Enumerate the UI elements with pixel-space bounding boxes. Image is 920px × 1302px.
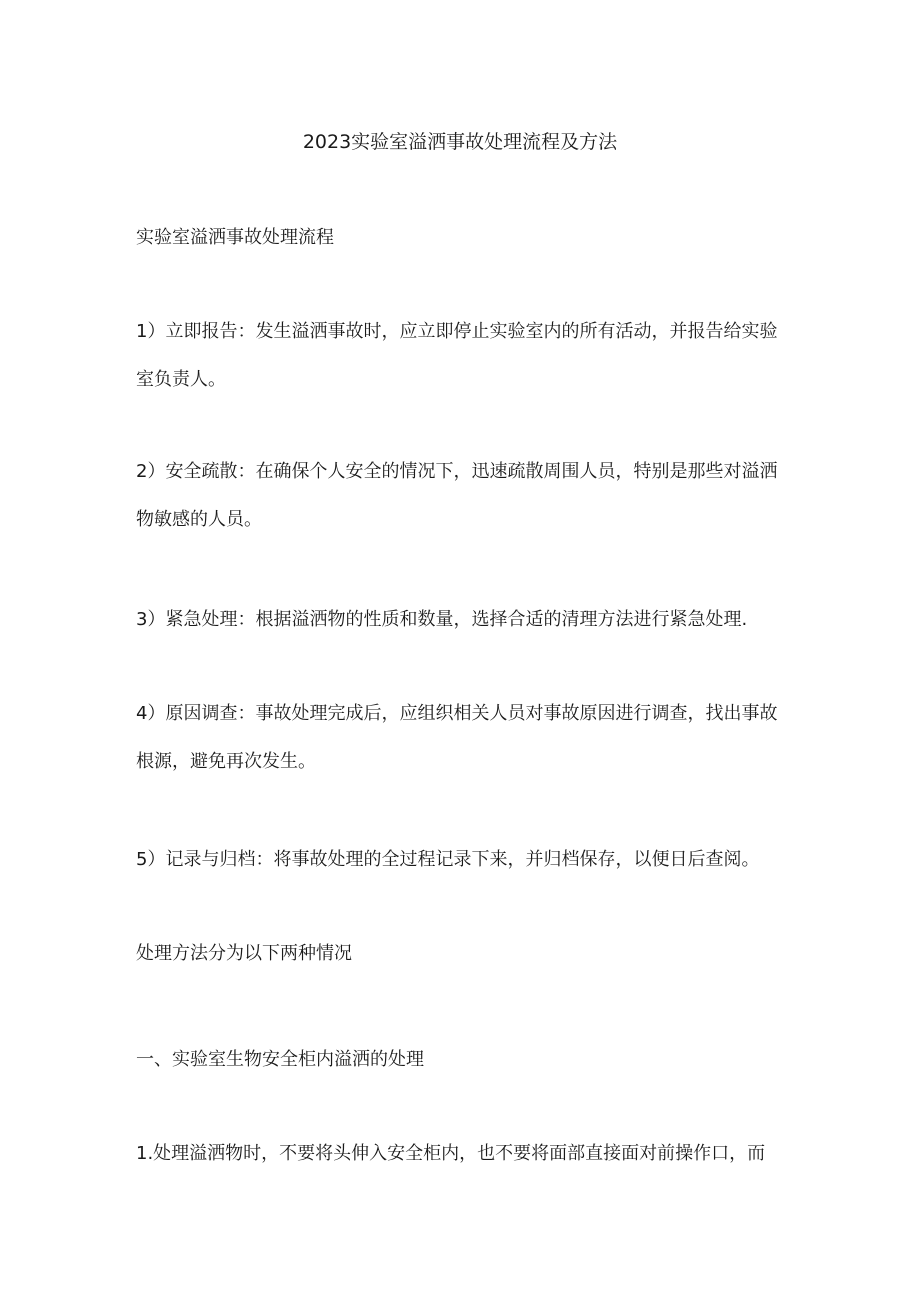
step-3: 3）紧急处理：根据溢洒物的性质和数量，选择合适的清理方法进行紧急处理. [136, 609, 748, 630]
step-5: 5）记录与归档：将事故处理的全过程记录下来，并归档保存，以便日后查阅。 [136, 849, 760, 870]
document-title: 2023实验室溢洒事故处理流程及方法 [302, 131, 618, 153]
step-4: 4）原因调查：事故处理完成后，应组织相关人员对事故原因进行调查，找出事故根源，避免再次发生。 [136, 703, 778, 772]
case-one-heading: 一、实验室生物安全柜内溢洒的处理 [136, 1049, 424, 1070]
methods-intro: 处理方法分为以下两种情况 [136, 943, 352, 964]
step-2: 2）安全疏散：在确保个人安全的情况下，迅速疏散周围人员，特别是那些对溢洒物敏感的人员。 [136, 461, 778, 530]
case-one-item-1: 1.处理溢洒物时，不要将头伸入安全柜内，也不要将面部直接面对前操作口，而 [136, 1143, 766, 1164]
section-flow-heading: 实验室溢洒事故处理流程 [136, 227, 334, 248]
step-1: 1）立即报告：发生溢洒事故时，应立即停止实验室内的所有活动，并报告给实验室负责人。 [136, 321, 778, 390]
